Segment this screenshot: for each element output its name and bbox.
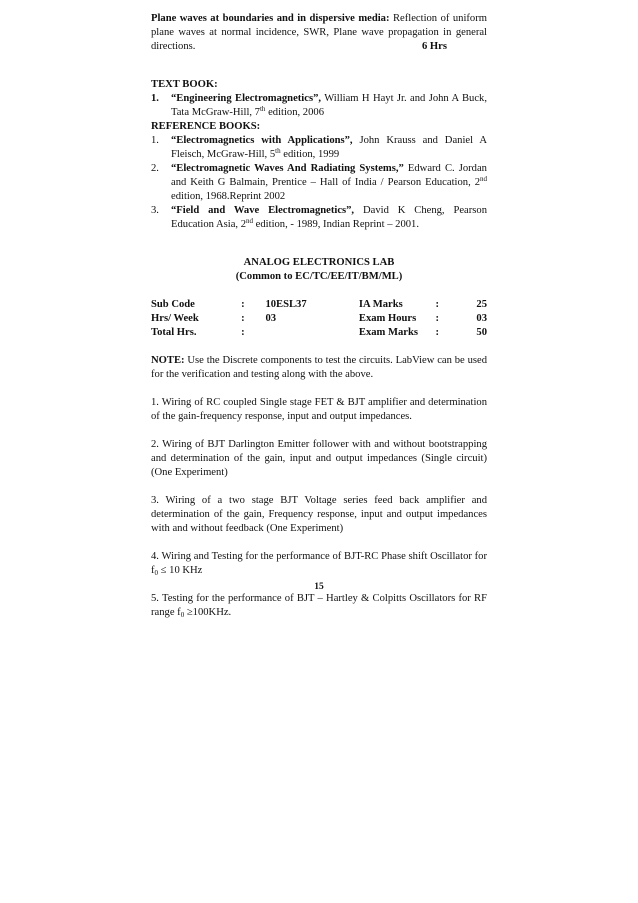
- info-value: 03: [476, 313, 487, 324]
- experiment-5: 5. Testing for the performance of BJT – Hartley & Colpitts Oscillators for RF range $f_0 \ge 100KHz$.: [151, 593, 487, 619]
- note-text: Use the Discrete components to test the circuits. LabView can be used for the verification and testing along with the above.: [151, 355, 487, 380]
- info-row: [151, 326, 487, 340]
- info-value: 25: [476, 299, 487, 310]
- note-label: NOTE:: [151, 355, 185, 366]
- info-colon: :: [241, 313, 245, 324]
- lab-info-table: [151, 298, 487, 340]
- info-value: 03: [265, 313, 277, 324]
- superscript: th: [259, 105, 266, 113]
- book-details: Edward C. Jordan and Keith G Balmain, Prentice – Hall of India / Pearson Education, 2: [171, 163, 487, 188]
- book-edition: edition, 1999: [280, 149, 340, 160]
- info-row: [151, 298, 487, 312]
- reference-item: [151, 134, 487, 162]
- book-details: William H Hayt Jr. and John A Buck, Tata McGraw-Hill, 7: [171, 93, 488, 118]
- lab-subtitle: (Common to EC/TC/EE/IT/BM/ML): [235, 271, 403, 282]
- book-title: “Field and Wave Electromagnetics”,: [171, 205, 355, 216]
- superscript: nd: [480, 175, 487, 183]
- intro-paragraph: [151, 12, 487, 54]
- page-number: 15: [314, 582, 324, 592]
- info-colon: :: [435, 299, 440, 310]
- info-value: [265, 326, 358, 340]
- book-details: David K Cheng, Pearson Education Asia, 2: [171, 205, 488, 230]
- references-heading: REFERENCE BOOKS:: [151, 121, 261, 132]
- book-edition: edition, - 1989, Indian Reprint – 2001.: [253, 219, 419, 230]
- info-label: Sub Code: [151, 299, 195, 310]
- item-number: 3.: [151, 205, 159, 216]
- lab-note: [151, 354, 487, 382]
- experiment-2: 2. Wiring of BJT Darlington Emitter follower with and without bootstrapping and determination of the gain, input and output impedances (Single circuit) (One Experiment): [151, 439, 487, 478]
- info-colon: :: [241, 327, 245, 338]
- item-number: 1.: [151, 93, 159, 104]
- lab-title: ANALOG ELECTRONICS LAB: [243, 257, 395, 268]
- book-details: John Krauss and Daniel A Fleisch, McGraw-Hill, 5: [171, 135, 487, 160]
- intro-hours: 6 Hrs: [421, 41, 447, 52]
- experiment-3: 3. Wiring of a two stage BJT Voltage series feed back amplifier and determination of the gain, Frequency response, input and output impedances with and without feedback (One Experiment): [151, 495, 487, 534]
- superscript: th: [275, 147, 281, 155]
- experiment-4: 4. Wiring and Testing for the performance of BJT-RC Phase shift Oscillator for $f_0 \le 10$ KHz: [151, 551, 487, 577]
- info-colon: :: [435, 327, 440, 338]
- book-title: “Electromagnetic Waves And Radiating Systems,”: [171, 163, 404, 174]
- book-title: “Engineering Electromagnetics”,: [171, 93, 322, 104]
- experiment-1: 1. Wiring of RC coupled Single stage FET & BJT amplifier and determination of the gain-frequency response, input and output impedances.: [151, 397, 487, 422]
- intro-body: Reflection of uniform plane waves at normal incidence, SWR, Plane wave propagation in general directions.: [151, 13, 487, 52]
- info-value: 10ESL37: [265, 299, 307, 310]
- info-label: Hrs/ Week: [151, 313, 199, 324]
- reference-item: [151, 162, 487, 204]
- textbook-heading: TEXT BOOK:: [151, 79, 218, 90]
- book-edition: edition, 2006: [265, 107, 324, 118]
- document-page: [151, 12, 487, 620]
- book-title: “Electromagnetics with Applications”,: [171, 135, 353, 146]
- superscript: nd: [246, 217, 254, 225]
- info-label: IA Marks: [358, 299, 403, 310]
- item-number: 1.: [151, 135, 159, 146]
- reference-item: [151, 204, 487, 232]
- info-value: 50: [476, 327, 487, 338]
- info-label: Exam Hours: [358, 313, 417, 324]
- textbook-item: [151, 92, 487, 120]
- info-label: Total Hrs.: [151, 327, 197, 338]
- info-colon: :: [241, 299, 245, 310]
- info-colon: :: [435, 313, 440, 324]
- book-edition: edition, 1968.Reprint 2002: [171, 191, 286, 202]
- info-label: Exam Marks: [358, 327, 419, 338]
- item-number: 2.: [151, 163, 159, 174]
- intro-heading: Plane waves at boundaries and in dispersive media:: [151, 13, 390, 24]
- info-row: [151, 312, 487, 326]
